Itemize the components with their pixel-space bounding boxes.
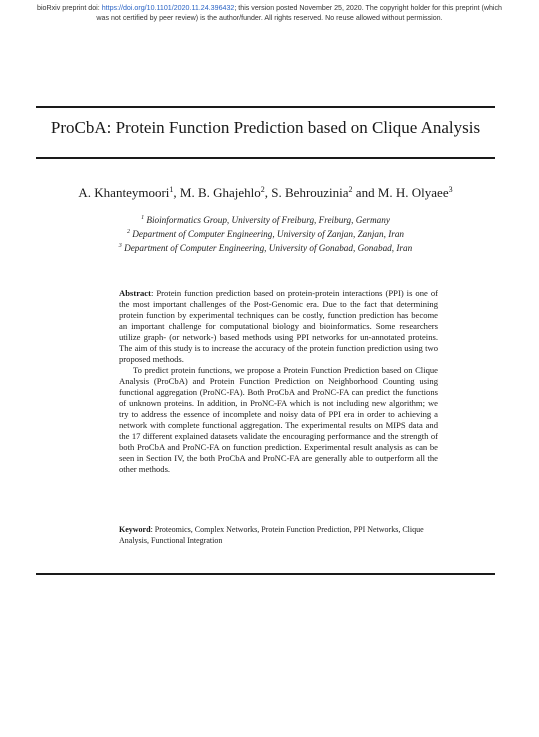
title-bottom-rule: [36, 157, 495, 159]
affiliation-text: Department of Computer Engineering, University of Gonabad, Gonabad, Iran: [124, 243, 413, 253]
abstract-paragraph: To predict protein functions, we propose a Protein Function Prediction based on Clique Analysis (ProCbA) and Protein Function Prediction on Neighborhood Counting using functional aggregation (ProNC-FA). Both ProCbA and ProNC-FA can predict the functions of unknown proteins. In addition, in ProNC-FA which is not including new algorithm; we try to address the essence of incomplete and noisy data of PPI era in order to achieving a network with complete functional aggregation. The experimental results on MIPS data and the 17 different explained datasets validate the encouraging performance and the strength of both ProCbA and ProNC-FA on function prediction. Experimental result analysis as can be seen in Section IV, the both ProCbA and ProNC-FA are generally able to outperform all the other methods.: [119, 365, 438, 474]
preprint-prefix: bioRxiv preprint doi:: [37, 4, 102, 12]
affiliation: [36, 228, 495, 240]
doi-link[interactable]: https://doi.org/10.1101/2020.11.24.396432: [101, 4, 235, 12]
author-affil-sup: 2: [260, 185, 265, 194]
author-name: M. H. Olyaee: [377, 185, 449, 200]
title-top-rule: [36, 106, 495, 108]
author-affil-sup: 3: [448, 185, 453, 194]
keywords-label: Keyword: [119, 525, 151, 534]
preprint-notice: [30, 4, 509, 23]
author-affil-sup: 1: [169, 185, 174, 194]
affiliation: [36, 242, 495, 254]
affiliation-text: Department of Computer Engineering, University of Zanjan, Zanjan, Iran: [132, 229, 405, 239]
abstract-text: Protein function prediction based on protein-protein interactions (PPI) is one of the most important challenges of the Post-Genomic era. Due to the fact that determining protein function by experimental techniques can be costly, function prediction has become an important challenge for computational biology and bioinformatics. Some researchers utilize graph- (or network-) based methods using PPI networks for un-annotated proteins. The aim of this study is to increase the accuracy of the protein function prediction using two proposed methods.: [119, 288, 438, 364]
abstract-label: Abstract: [119, 288, 151, 298]
bottom-rule: [36, 573, 495, 575]
affiliation-number: 1: [141, 215, 145, 221]
keywords-text: Proteomics, Complex Networks, Protein Function Prediction, PPI Networks, Clique Analysis, Functional Integration: [119, 525, 424, 545]
author-list: A. Khanteymoori$^1$, M. B. Ghajehlo$^2$, S. Behrouzinia$^2$ and M. H. Olyaee$^3$: [78, 185, 453, 200]
affiliation-number: 3: [118, 243, 122, 249]
author-name: S. Behrouzinia: [271, 185, 349, 200]
affiliation: [36, 214, 495, 226]
affiliation-number: 2: [126, 229, 130, 235]
abstract-paragraph: Abstract: Protein function prediction based on protein-protein interactions (PPI) is one of the most important challenges of the Post-Genomic era. Due to the fact that determining protein function by experimental techniques can be costly, function prediction has become an important challenge for computational biology and bioinformatics. Some researchers utilize graph- (or network-) based methods using PPI networks for un-annotated proteins. The aim of this study is to increase the accuracy of the protein function prediction using two proposed methods.: [119, 288, 438, 364]
author-affil-sup: 2: [348, 185, 353, 194]
abstract: [119, 288, 438, 475]
author-name: A. Khanteymoori: [78, 185, 170, 200]
paper-title: ProCbA: Protein Function Prediction based on Clique Analysis: [50, 118, 481, 137]
preprint-suffix: ; this version posted November 25, 2020. The copyright holder for this preprint (which was not certified by peer review) is the author/funder. All rights reserved. No reuse allowed without permission.: [96, 4, 502, 22]
keywords: Keyword: Proteomics, Complex Networks, Protein Function Prediction, PPI Networks, Clique Analysis, Functional Integration: [119, 525, 424, 545]
author-name: M. B. Ghajehlo: [179, 185, 261, 200]
affiliation-text: Bioinformatics Group, University of Freiburg, Freiburg, Germany: [146, 215, 390, 225]
